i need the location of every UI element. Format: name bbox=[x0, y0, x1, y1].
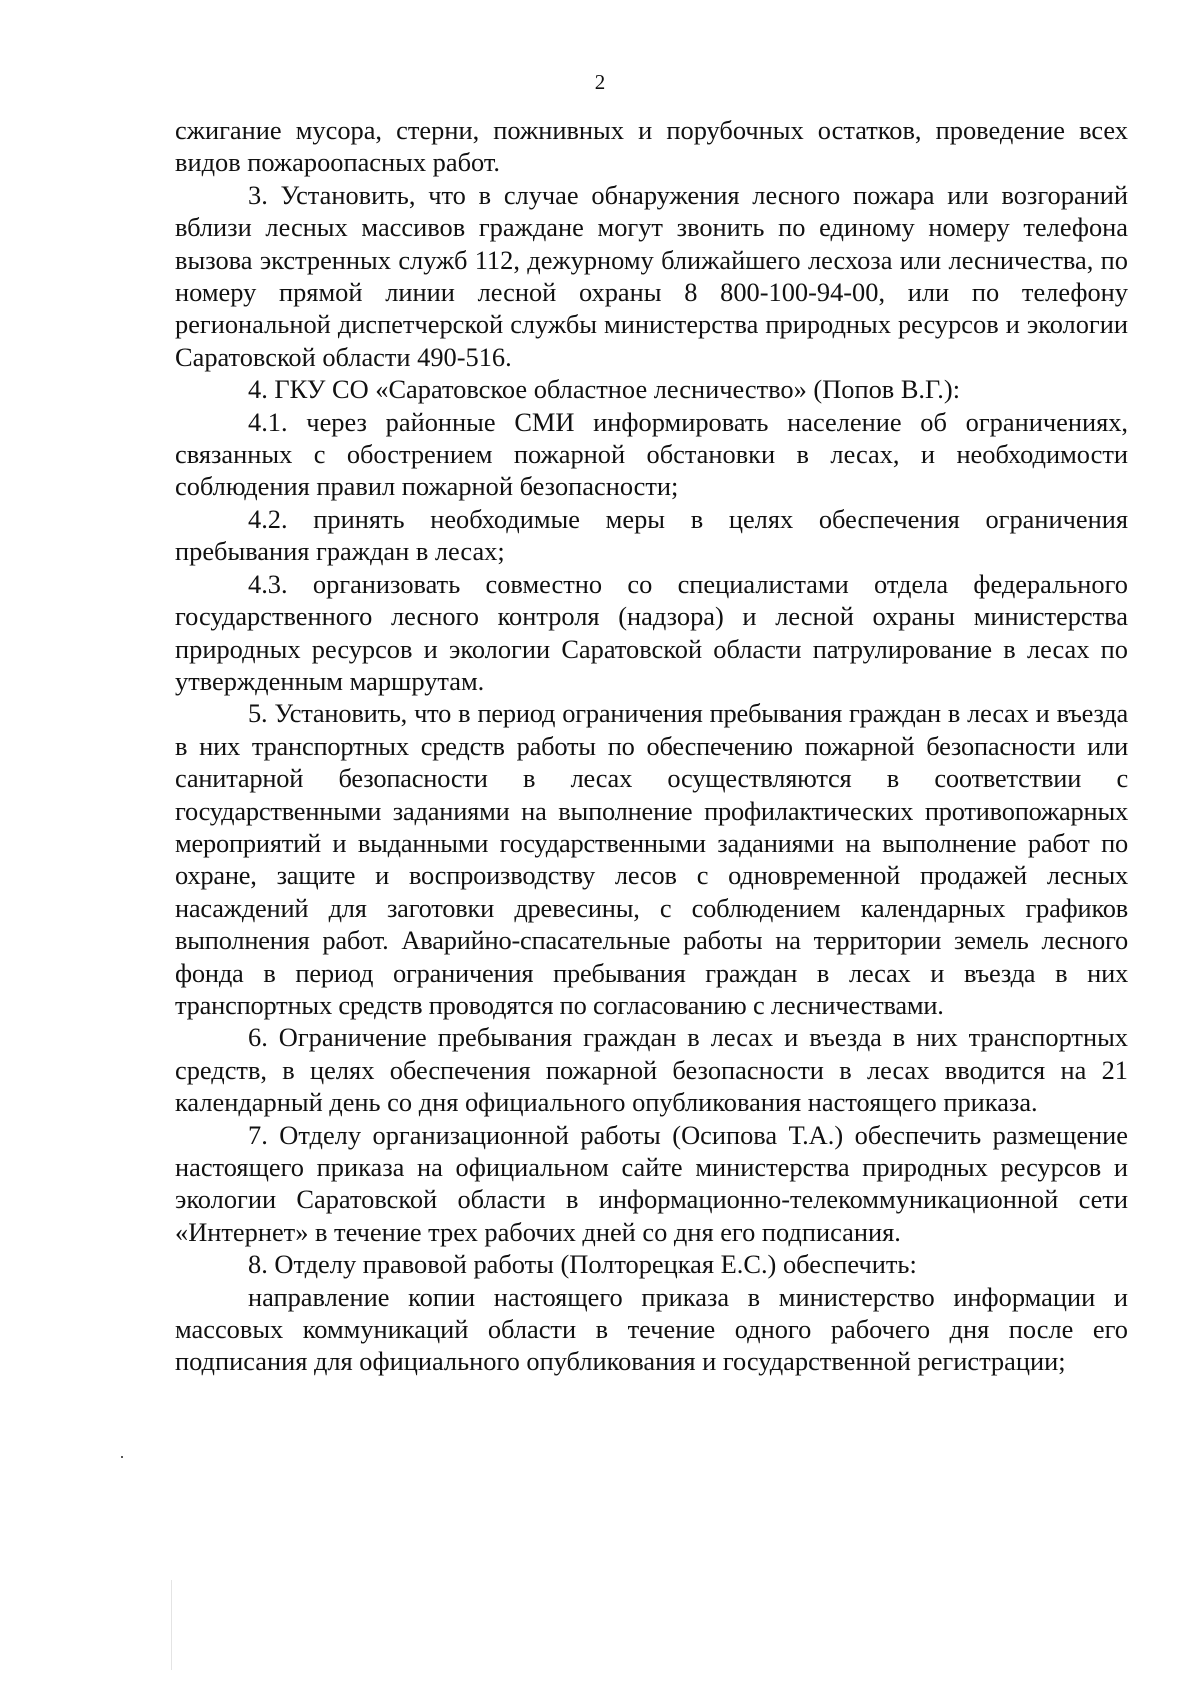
paragraph-item-4-3: 4.3. организовать совместно со специалистами отдела федерального государственного лесного контроля (надзора) и лесной охраны министерства природных ресурсов и экологии Саратовской области патрулирование в лесах по утвержденным маршрутам. bbox=[175, 568, 1128, 696]
paragraph-item-4-1: 4.1. через районные СМИ информировать население об ограничениях, связанных с обострением пожарной обстановки в лесах, и необходимости соблюдения правил пожарной безопасности; bbox=[175, 406, 1128, 502]
paragraph-item-5: 5. Установить, что в период ограничения пребывания граждан в лесах и въезда в них транспортных средств работы по обеспечению пожарной безопасности или санитарной безопасности в лесах осуществляются в соответствии с государственными заданиями на выполнение профилактических противопожарных мероприятий и выданными государственными заданиями на выполнение работ по охране, защите и воспроизводству лесов с одновременной продажей лесных насаждений для заготовки древесины, с соблюдением календарных графиков выполнения работ. Аварийно-спасательные работы на территории земель лесного фонда в период ограничения пребывания граждан в лесах и въезда в них транспортных средств проводятся по согласованию с лесничествами. bbox=[175, 698, 1128, 1020]
scan-mark bbox=[121, 1456, 123, 1458]
paragraph-item-4-2: 4.2. принять необходимые меры в целях обеспечения ограничения пребывания граждан в лесах; bbox=[175, 503, 1128, 567]
paragraph-continuation: сжигание мусора, стерни, пожнивных и порубочных остатков, проведение всех видов пожароопасных работ. bbox=[175, 115, 1128, 178]
paragraph-item-6: 6. Ограничение пребывания граждан в лесах и въезда в них транспортных средств, в целях обеспечения пожарной безопасности в лесах вводится на 21 календарный день со дня официального опубликования настоящего приказа. bbox=[175, 1022, 1128, 1118]
paragraph-item-8: 8. Отделу правовой работы (Полторецкая Е.С.) обеспечить: bbox=[248, 1249, 917, 1280]
paragraph-item-4: 4. ГКУ СО «Саратовское областное лесничество» (Попов В.Г.): bbox=[248, 374, 961, 405]
paragraph-item-7: 7. Отделу организационной работы (Осипова Т.А.) обеспечить размещение настоящего приказа на официальном сайте министерства природных ресурсов и экологии Саратовской области в информационно-телекоммуникационной сети «Интернет» в течение трех рабочих дней со дня его подписания. bbox=[175, 1119, 1128, 1247]
page-number: 2 bbox=[594, 70, 606, 94]
paragraph-item-8-subpoint: направление копии настоящего приказа в министерство информации и массовых коммуникаций области в течение одного рабочего дня после его подписания для официального опубликования и государственной регистрации; bbox=[175, 1281, 1128, 1377]
document-body bbox=[175, 114, 1128, 1378]
scan-fold-line bbox=[171, 1580, 172, 1670]
paragraph-item-3: 3. Установить, что в случае обнаружения лесного пожара или возгораний вблизи лесных массивов граждане могут звонить по единому номеру телефона вызова экстренных служб 112, дежурному ближайшего лесхоза или лесничества, по номеру прямой линии лесной охраны 8 800-100-94-00, или по телефону региональной диспетчерской службы министерства природных ресурсов и экологии Саратовской области 490-516. bbox=[175, 179, 1128, 372]
